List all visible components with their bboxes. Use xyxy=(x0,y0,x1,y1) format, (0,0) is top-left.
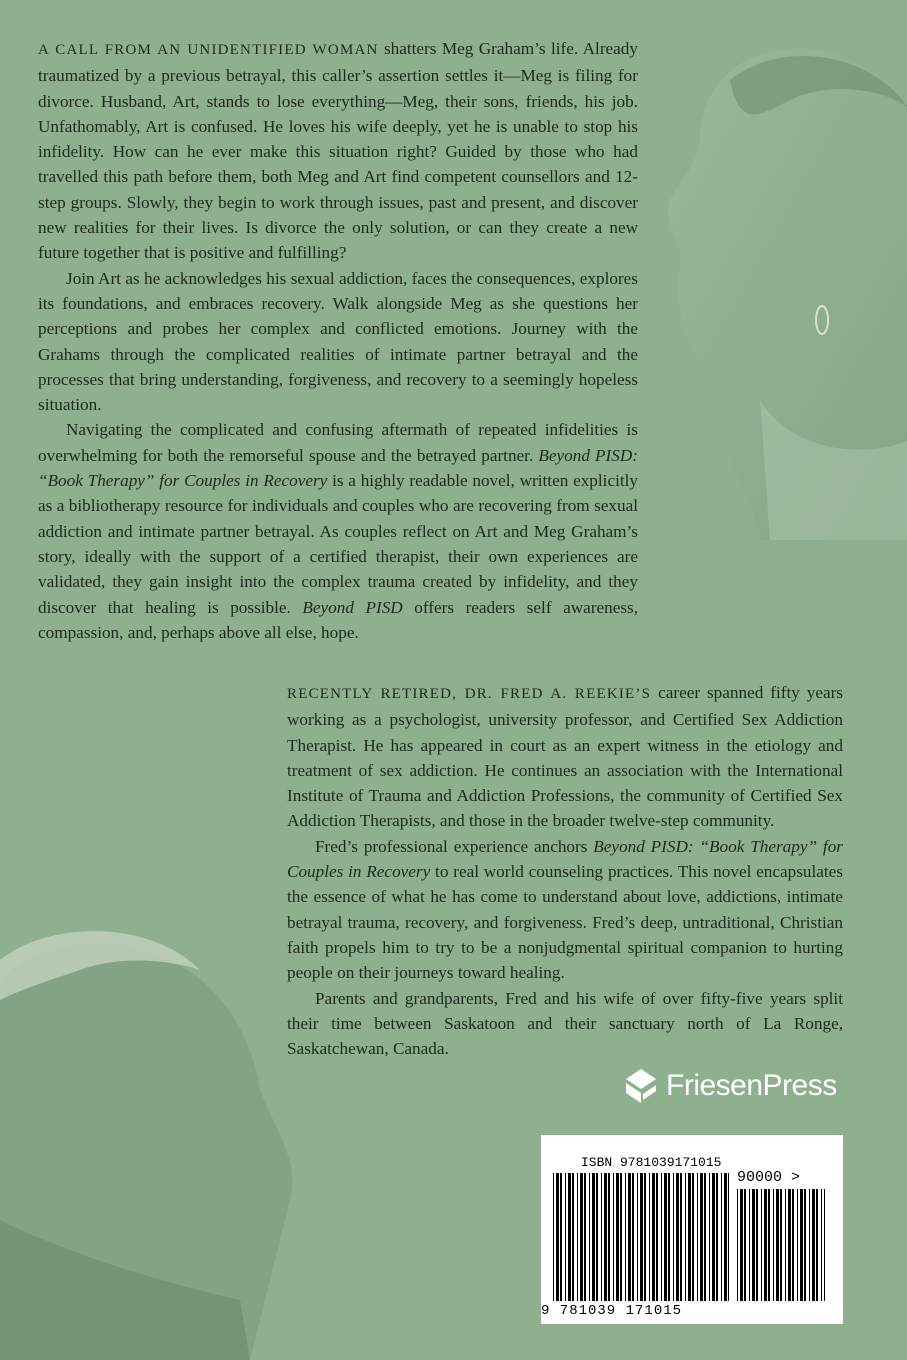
barcode-bar xyxy=(580,1173,583,1301)
barcode-bar xyxy=(560,1173,562,1301)
barcode-bar xyxy=(661,1173,662,1301)
publisher-name: FriesenPress xyxy=(666,1069,837,1102)
barcode-bar xyxy=(716,1173,718,1301)
barcode-bar xyxy=(556,1173,559,1301)
publisher-logo xyxy=(624,1064,846,1108)
book-title: Beyond PISD: “Book Therapy” for Couples in Recovery xyxy=(287,836,843,882)
bio-paragraph-1: RECENTLY RETIRED, DR. FRED A. REEKIE’S career spanned fifty years working as a psychologist, university professor, and Certified Sex Addiction Therapist. He has appeared in court as an expert witness in the etiology and treatment of sex addiction. He continues an association with the International Institute of Trauma and Addiction Professions, the community of Certified Sex Addiction Therapists, and those in the broader twelve-step community. xyxy=(287,683,843,831)
blurb-paragraph-1: A CALL FROM AN UNIDENTIFIED WOMAN shatters Meg Graham’s life. Already traumatized by a previous betrayal, this caller’s assertion settles it—Meg is filing for divorce. Husband, Art, stands to lose everything—Meg, their sons, friends, his job. Unfathomably, Art is confused. He loves his wife deeply, yet he is unable to stop his infidelity. How can he ever make this situation right? Guided by those who had travelled this path before them, both Meg and Art find competent counsellors and 12-step groups. Slowly, they begin to work through issues, past and present, and discover new realities for their lives. Is divorce the only solution, or can they create a new future together that is positive and fulfilling? xyxy=(38,39,638,263)
barcode-bar xyxy=(673,1173,674,1301)
barcode-bar xyxy=(797,1189,798,1301)
barcode-bar xyxy=(608,1173,610,1301)
barcode-bar xyxy=(740,1189,743,1301)
blurb-lead-in: A CALL FROM AN UNIDENTIFIED WOMAN xyxy=(38,42,379,58)
barcode-bar xyxy=(764,1189,767,1301)
barcode-bar xyxy=(640,1173,643,1301)
author-bio xyxy=(287,680,843,1061)
barcode-bar xyxy=(685,1173,686,1301)
barcode-bar xyxy=(768,1189,770,1301)
barcode-bar xyxy=(809,1189,810,1301)
barcode-bar xyxy=(824,1189,825,1301)
ean-number: 9 781039 171015 xyxy=(541,1303,683,1319)
barcode-bar xyxy=(821,1189,822,1301)
barcode-bar xyxy=(724,1173,727,1301)
bio-lead-in: RECENTLY RETIRED, DR. FRED A. REEKIE’S xyxy=(287,686,652,702)
barcode-bar xyxy=(812,1189,815,1301)
barcode-bar xyxy=(728,1173,729,1301)
barcode-bar xyxy=(572,1173,574,1301)
barcode-bar xyxy=(604,1173,607,1301)
book-title: Beyond PISD: “Book Therapy” for Couples in Recovery xyxy=(38,445,639,491)
barcode-bar xyxy=(752,1189,755,1301)
barcode-bar xyxy=(704,1173,706,1301)
price-code: 90000 > xyxy=(737,1169,801,1186)
barcode-bar xyxy=(649,1173,650,1301)
barcode-bar xyxy=(656,1173,658,1301)
barcode-bar xyxy=(568,1173,571,1301)
barcode-bar xyxy=(616,1173,619,1301)
blurb-paragraph-3: Navigating the complicated and confusing aftermath of repeated infidelities is overwhelming for both the remorseful spouse and the betrayed partner. Beyond PISD: “Book Therapy” for Couples in Recovery is a highly readable novel, written explicitly as a bibliotherapy resource for individuals and couples who are recovering from sexual addiction and intimate partner betrayal. As couples reflect on Art and Meg Graham’s story, ideally with the support of a certified therapist, their own experiences are validated, they gain insight into the complex trauma created by infidelity, and they discover that healing is possible. Beyond PISD offers readers self awareness, compassion, and, perhaps above all else, hope. xyxy=(38,420,639,642)
barcode-bar xyxy=(697,1173,698,1301)
barcode-bar xyxy=(596,1173,598,1301)
barcode-bar xyxy=(565,1173,566,1301)
barcode-bar xyxy=(780,1189,782,1301)
barcode-bar xyxy=(620,1173,622,1301)
isbn-label: ISBN 9781039171015 xyxy=(581,1155,722,1170)
barcode-bar xyxy=(589,1173,590,1301)
blurb-paragraph-2: Join Art as he acknowledges his sexual addiction, faces the consequences, explores its foundations, and embraces recovery. Walk alongside Meg as she questions her perceptions and probes her complex and conflicted emotions. Journey with the Grahams through the complicated realities of intimate partner betrayal and the processes that bring understanding, forgiveness, and recovery to a seemingly hopeless situation. xyxy=(38,268,638,415)
barcode-bar xyxy=(692,1173,694,1301)
barcode-bar xyxy=(592,1173,595,1301)
barcode-bar xyxy=(637,1173,638,1301)
barcode-bar xyxy=(749,1189,750,1301)
barcode-bar xyxy=(788,1189,791,1301)
barcode-bar xyxy=(601,1173,602,1301)
book-title-short: Beyond PISD xyxy=(302,597,403,617)
book-blurb xyxy=(38,36,638,645)
bio-paragraph-3: Parents and grandparents, Fred and his wife of over fifty-five years split their time between Saskatoon and their sanctuary north of La Ronge, Saskatchewan, Canada. xyxy=(287,988,843,1059)
barcode-bar xyxy=(721,1173,722,1301)
barcode-bar xyxy=(644,1173,646,1301)
barcode-bar xyxy=(680,1173,682,1301)
barcode-bar xyxy=(676,1173,679,1301)
bio-paragraph-2: Fred’s professional experience anchors Beyond PISD: “Book Therapy” for Couples in Recovery to real world counseling practices. This novel encapsulates the essence of what he has come to understand about love, addictions, intimate betrayal trauma, recovery, and forgiveness. Fred’s deep, untraditional, Christian faith propels him to try to be a nonjudgmental spiritual companion to hurting people on their journeys toward healing. xyxy=(287,836,843,983)
barcode-bar xyxy=(785,1189,786,1301)
barcode-bar xyxy=(761,1189,762,1301)
barcode-bar xyxy=(776,1189,779,1301)
barcode-bar xyxy=(668,1173,670,1301)
barcode-bar xyxy=(773,1189,774,1301)
barcode-bar xyxy=(688,1173,691,1301)
ean-barcode-bars xyxy=(553,1173,729,1301)
barcode-bar xyxy=(800,1189,803,1301)
woman-portrait xyxy=(640,20,907,540)
barcode-bar xyxy=(700,1173,703,1301)
barcode-bar xyxy=(712,1173,715,1301)
barcode-bar xyxy=(632,1173,634,1301)
barcode-bar xyxy=(737,1189,738,1301)
barcode-bar xyxy=(709,1173,710,1301)
barcode-bar xyxy=(744,1189,746,1301)
barcode-bar xyxy=(816,1189,818,1301)
barcode-bar xyxy=(613,1173,614,1301)
barcode-bar xyxy=(584,1173,586,1301)
isbn-barcode xyxy=(541,1135,843,1324)
barcode-bar xyxy=(756,1189,758,1301)
barcode-bar xyxy=(625,1173,626,1301)
barcode-bar xyxy=(577,1173,578,1301)
barcode-bar xyxy=(792,1189,794,1301)
barcode-bar xyxy=(652,1173,655,1301)
friesenpress-logo-icon xyxy=(624,1067,658,1105)
addon-barcode-bars xyxy=(737,1189,825,1301)
barcode-bar xyxy=(664,1173,667,1301)
barcode-bar xyxy=(553,1173,554,1301)
barcode-bar xyxy=(804,1189,806,1301)
barcode-bar xyxy=(628,1173,631,1301)
